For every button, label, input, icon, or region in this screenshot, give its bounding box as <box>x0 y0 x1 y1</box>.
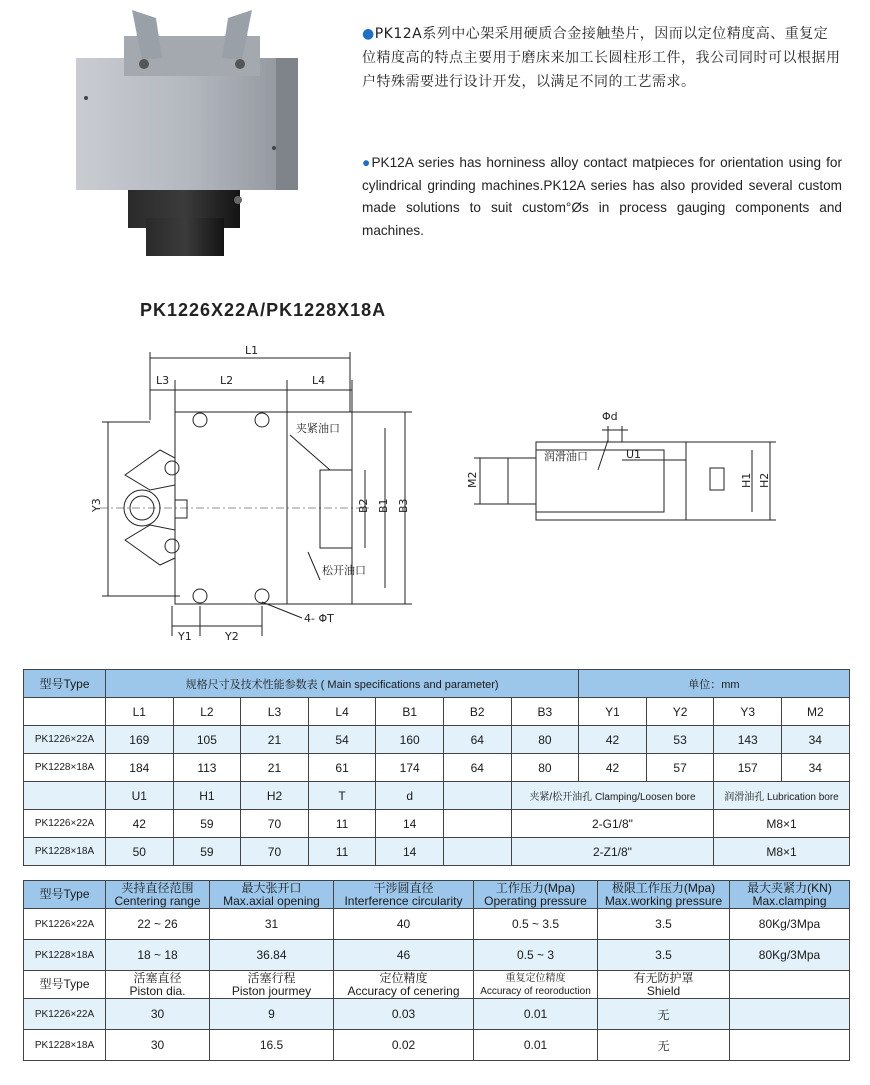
intro-english: ●PK12A series has horniness alloy contact matpieces for orientation using for cylindrical grinding machines.PK12A series has also provided several custom made solutions to suit custom°Øs in process gauging components and machines. <box>362 155 843 238</box>
model-title: PK1226X22A/PK1228X18A <box>140 300 387 320</box>
type-header: 型号Type <box>24 670 106 698</box>
table-title: 规格尺寸及技术性能参数表 ( Main specifications and parameter) <box>106 670 579 698</box>
dim-M2: M2 <box>466 471 479 488</box>
label-clamp-port: 夹紧油口 <box>296 422 340 435</box>
dim-phid: Φd <box>602 410 618 423</box>
dim-Y3: Y3 <box>90 498 103 512</box>
table-row: PK1226×22A 22 ~ 26 31 40 0.5 ~ 3.5 3.5 80Kg/3Mpa <box>24 909 850 940</box>
label-loosen-port: 松开油口 <box>322 564 366 577</box>
table-row: L1 L2 L3 L4 B1 B2 B3 Y1 Y2 Y3 M2 <box>24 698 850 726</box>
spec-table <box>23 669 850 866</box>
technical-drawing <box>80 340 800 650</box>
dim-L1: L1 <box>245 344 259 357</box>
unit-label: 单位：mm <box>579 670 849 698</box>
table-row: PK1228×18A 184 113 21 61 174 64 80 42 57 157 34 <box>24 754 850 782</box>
table-row: PK1228×18A 50 59 70 11 14 2-Z1/8" M8×1 <box>24 838 850 866</box>
dim-B2: B2 <box>357 498 370 513</box>
table-row: PK1228×18A 30 16.5 0.02 0.01 无 <box>24 1030 850 1061</box>
bore-header: 夹紧/松开油孔 Clamping/Loosen bore <box>511 782 714 810</box>
table-row: PK1226×22A 30 9 0.03 0.01 无 <box>24 999 850 1030</box>
table-header-row: 型号Type 夹持直径范围 Centering range 最大张开口 Max.axial opening 干涉圆直径 Interference circularity 工作压力(Mpa) Operating pressure 极限工作压力(Mpa) Max.working pressure 最大夹紧力(KN) Max.clamping <box>24 881 850 909</box>
table-row: PK1226×22A 42 59 70 11 14 2-G1/8" M8×1 <box>24 810 850 838</box>
dim-L4: L4 <box>312 374 326 387</box>
dim-L2: L2 <box>220 374 234 387</box>
lube-header: 润滑油孔 Lubrication bore <box>714 782 849 810</box>
table-row: U1 H1 H2 T d 夹紧/松开油孔 Clamping/Loosen bore 润滑油孔 Lubrication bore <box>24 782 850 810</box>
table-header-row: 型号Type 活塞直径 Piston dia. 活塞行程 Piston jourmey 定位精度 Accuracy of cenering 重复定位精度 Accuracy of reoroduction 有无防护罩 Shield <box>24 971 850 999</box>
dim-H2: H2 <box>758 472 771 488</box>
intro-chinese: ●PK12A系列中心架采用硬质合金接触垫片，因而以定位精度高、重复定位精度高的特点主要用于磨床来加工长圆柱形工件，我公司同时可以根据用户特殊需要进行设计开发，以满足不同的工艺需求。 <box>362 26 841 90</box>
product-photo <box>76 8 302 258</box>
dim-Y2: Y2 <box>225 630 239 643</box>
bullet-dot-icon: ● <box>362 155 372 170</box>
bullet-dot-icon: ● <box>362 26 375 42</box>
dim-H1: H1 <box>740 472 753 488</box>
performance-table <box>23 880 850 1061</box>
table-row: PK1228×18A 18 ~ 18 36.84 46 0.5 ~ 3 3.5 80Kg/3Mpa <box>24 940 850 971</box>
label-holes: 4- ΦT <box>304 612 334 625</box>
dim-B1: B1 <box>377 498 390 513</box>
dim-Y1: Y1 <box>178 630 192 643</box>
table-row: PK1226×22A 169 105 21 54 160 64 80 42 53 143 34 <box>24 726 850 754</box>
dim-B3: B3 <box>397 498 410 513</box>
label-lube-port: 润滑油口 <box>544 450 588 463</box>
dim-L3: L3 <box>156 374 170 387</box>
dim-U1: U1 <box>626 448 642 461</box>
